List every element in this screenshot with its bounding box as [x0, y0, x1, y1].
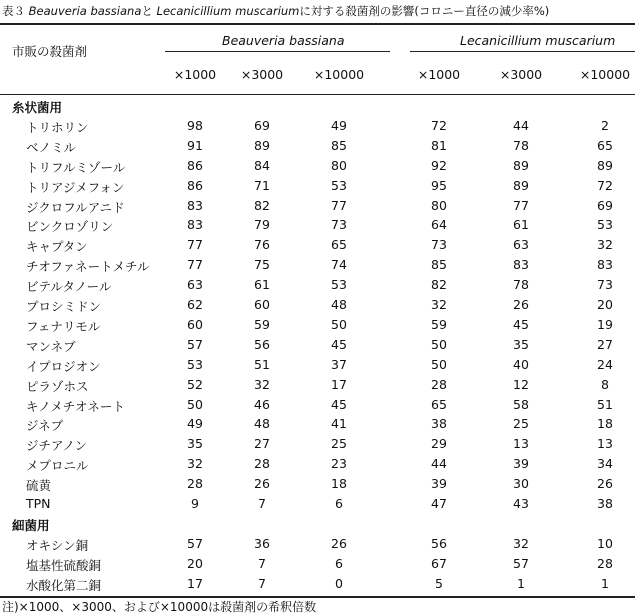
value-cell: 48	[254, 416, 270, 432]
table-row	[0, 355, 635, 375]
fungicide-name: トリアジメフォン	[26, 179, 125, 195]
value-cell: 65	[597, 137, 613, 153]
value-cell: 46	[254, 396, 270, 412]
value-cell: 53	[187, 356, 203, 372]
value-cell: 57	[187, 336, 203, 352]
value-cell: 53	[331, 177, 347, 193]
fungicide-name: キノメチオネート	[26, 398, 125, 414]
value-cell: 30	[513, 476, 529, 492]
value-cell: 27	[254, 436, 270, 452]
value-cell: 50	[187, 396, 203, 412]
value-cell: 58	[513, 396, 529, 412]
fungicide-name: ジチアノン	[26, 438, 88, 454]
stub-header: 市販の殺菌剤	[12, 44, 88, 59]
dilution-header-4: ×1000	[417, 67, 461, 82]
value-cell: 83	[187, 217, 203, 233]
value-cell: 39	[431, 476, 447, 492]
value-cell: 60	[187, 316, 203, 332]
value-cell: 91	[187, 137, 203, 153]
value-cell: 18	[597, 416, 613, 432]
table-row	[0, 534, 635, 554]
section-header: 細菌用	[12, 517, 50, 533]
value-cell: 63	[187, 277, 203, 293]
table-row	[0, 454, 635, 474]
value-cell: 8	[601, 376, 609, 392]
table-row	[0, 395, 635, 415]
value-cell: 17	[331, 376, 347, 392]
table-row	[0, 574, 635, 594]
table-row	[0, 335, 635, 355]
value-cell: 1	[517, 575, 525, 591]
dilution-header-6: ×10000	[579, 67, 631, 82]
table-row	[0, 474, 635, 494]
group-header-lecanicillium: Lecanicillium muscarium	[460, 33, 616, 48]
value-cell: 76	[254, 237, 270, 253]
value-cell: 5	[435, 575, 443, 591]
value-cell: 72	[597, 177, 613, 193]
value-cell: 20	[597, 297, 613, 312]
value-cell: 77	[187, 257, 203, 273]
value-cell: 80	[431, 197, 447, 213]
value-cell: 51	[254, 356, 270, 372]
fungicide-name: トリフルミゾール	[26, 159, 126, 175]
dilution-header-2: ×3000	[240, 67, 284, 82]
value-cell: 61	[513, 217, 529, 233]
value-cell: 40	[513, 356, 529, 372]
table-row	[0, 554, 635, 574]
value-cell: 9	[191, 496, 199, 511]
value-cell: 83	[187, 197, 203, 213]
value-cell: 6	[335, 555, 343, 571]
value-cell: 2	[601, 117, 609, 133]
value-cell: 35	[513, 336, 529, 352]
fungicide-name: チオファネートメチル	[26, 259, 150, 275]
value-cell: 59	[431, 316, 447, 332]
value-cell: 28	[431, 376, 447, 392]
value-cell: 7	[258, 555, 266, 571]
value-cell: 82	[254, 197, 270, 213]
value-cell: 38	[597, 496, 613, 511]
value-cell: 79	[254, 217, 270, 233]
group-header-beauveria: Beauveria bassiana	[222, 33, 345, 48]
value-cell: 83	[597, 257, 613, 273]
table-caption	[2, 3, 549, 19]
value-cell: 26	[597, 476, 613, 492]
value-cell: 89	[513, 177, 529, 193]
value-cell: 36	[254, 535, 270, 551]
value-cell: 7	[258, 496, 266, 511]
value-cell: 19	[597, 316, 613, 332]
value-cell: 61	[254, 277, 270, 293]
value-cell: 74	[331, 257, 347, 273]
fungicide-name: ビテルタノール	[26, 279, 112, 295]
table-row	[0, 414, 635, 434]
value-cell: 71	[254, 177, 270, 193]
fungicide-name: ベノミル	[26, 139, 77, 155]
value-cell: 26	[331, 535, 347, 551]
fungicide-name: キャプタン	[26, 239, 88, 255]
value-cell: 65	[331, 237, 347, 253]
value-cell: 43	[513, 496, 529, 511]
header-rule	[0, 94, 635, 95]
value-cell: 32	[513, 535, 529, 551]
value-cell: 32	[597, 237, 613, 253]
value-cell: 89	[597, 157, 613, 173]
caption-species-b: Lecanicillium muscarium	[156, 4, 300, 18]
value-cell: 6	[335, 496, 343, 511]
fungicide-name: トリホリン	[26, 119, 89, 135]
value-cell: 48	[331, 297, 347, 312]
value-cell: 86	[187, 177, 203, 193]
value-cell: 1	[601, 575, 609, 591]
value-cell: 39	[513, 456, 529, 472]
fungicide-name: 塩基性硫酸銅	[26, 557, 102, 573]
fungicide-name: メプロニル	[26, 458, 89, 474]
value-cell: 57	[187, 535, 203, 551]
value-cell: 49	[187, 416, 203, 432]
value-cell: 98	[187, 117, 203, 133]
value-cell: 17	[187, 575, 203, 591]
dilution-header-1: ×1000	[173, 67, 217, 82]
fungicide-name: オキシン銅	[26, 537, 89, 553]
table-row	[0, 176, 635, 196]
value-cell: 50	[331, 316, 347, 332]
table-row	[0, 295, 635, 315]
value-cell: 26	[513, 297, 529, 312]
caption-prefix: 表３	[2, 4, 25, 18]
value-cell: 92	[431, 157, 447, 173]
value-cell: 78	[513, 277, 529, 293]
value-cell: 56	[254, 336, 270, 352]
value-cell: 81	[431, 137, 447, 153]
value-cell: 73	[597, 277, 613, 293]
table-row	[0, 255, 635, 275]
value-cell: 83	[513, 257, 529, 273]
table-row	[0, 215, 635, 235]
table-row	[0, 315, 635, 335]
value-cell: 73	[431, 237, 447, 253]
value-cell: 26	[254, 476, 270, 492]
value-cell: 44	[513, 117, 529, 133]
value-cell: 78	[513, 137, 529, 153]
value-cell: 80	[331, 157, 347, 173]
value-cell: 53	[597, 217, 613, 233]
value-cell: 85	[331, 137, 347, 153]
caption-species-a: Beauveria bassiana	[28, 4, 142, 18]
value-cell: 18	[331, 476, 347, 492]
value-cell: 13	[597, 436, 613, 452]
value-cell: 27	[597, 336, 613, 352]
value-cell: 50	[431, 356, 447, 372]
value-cell: 25	[513, 416, 529, 432]
fungicide-name: ジクロフルアニド	[26, 199, 125, 215]
value-cell: 0	[335, 575, 343, 591]
value-cell: 44	[431, 456, 447, 472]
value-cell: 85	[431, 257, 447, 273]
value-cell: 29	[431, 436, 447, 452]
value-cell: 38	[431, 416, 447, 432]
group-rule-lecanicillium	[410, 51, 635, 52]
table-row	[0, 275, 635, 295]
value-cell: 49	[331, 117, 347, 133]
value-cell: 28	[597, 555, 613, 571]
fungicide-name: ジネブ	[26, 418, 64, 434]
table-row	[0, 434, 635, 454]
value-cell: 12	[513, 376, 529, 392]
caption-connector: と	[141, 4, 153, 18]
value-cell: 84	[254, 157, 270, 173]
value-cell: 32	[431, 297, 447, 312]
dilution-header-5: ×3000	[499, 67, 543, 82]
value-cell: 60	[254, 297, 270, 312]
value-cell: 20	[187, 555, 203, 571]
fungicide-name: 硫黄	[26, 478, 52, 494]
value-cell: 69	[597, 197, 613, 213]
value-cell: 82	[431, 277, 447, 293]
fungicide-name: フェナリモル	[26, 318, 101, 334]
value-cell: 28	[187, 476, 203, 492]
table-row	[0, 116, 635, 136]
fungicide-name: マンネブ	[26, 338, 76, 354]
table-row	[0, 136, 635, 156]
table-row	[0, 196, 635, 216]
top-rule	[0, 23, 635, 25]
value-cell: 67	[431, 555, 447, 571]
value-cell: 73	[331, 217, 347, 233]
value-cell: 77	[187, 237, 203, 253]
value-cell: 34	[597, 456, 613, 472]
value-cell: 25	[331, 436, 347, 452]
value-cell: 64	[431, 217, 447, 233]
value-cell: 41	[331, 416, 347, 432]
value-cell: 75	[254, 257, 270, 273]
fungicide-name: ピラゾホス	[26, 378, 89, 394]
value-cell: 77	[331, 197, 347, 213]
fungicide-name: イプロジオン	[26, 358, 101, 374]
value-cell: 59	[254, 316, 270, 332]
table-row	[0, 235, 635, 255]
value-cell: 35	[187, 436, 203, 452]
value-cell: 86	[187, 157, 203, 173]
value-cell: 62	[187, 297, 203, 312]
value-cell: 32	[254, 376, 270, 392]
value-cell: 23	[331, 456, 347, 472]
value-cell: 89	[513, 157, 529, 173]
value-cell: 95	[431, 177, 447, 193]
value-cell: 37	[331, 356, 347, 372]
value-cell: 13	[513, 436, 529, 452]
table-row	[0, 494, 635, 514]
value-cell: 53	[331, 277, 347, 293]
fungicide-name: プロシミドン	[26, 299, 102, 314]
fungicide-name: 水酸化第二銅	[26, 577, 102, 593]
fungicide-name: ビンクロゾリン	[26, 219, 114, 235]
value-cell: 10	[597, 535, 613, 551]
value-cell: 32	[187, 456, 203, 472]
value-cell: 45	[331, 336, 347, 352]
value-cell: 69	[254, 117, 270, 133]
value-cell: 51	[597, 396, 613, 412]
footnote: 注)×1000、×3000、および×10000は殺菌剤の希釈倍数	[2, 600, 317, 614]
group-rule-beauveria	[165, 51, 390, 52]
value-cell: 28	[254, 456, 270, 472]
value-cell: 45	[513, 316, 529, 332]
value-cell: 47	[431, 496, 447, 511]
value-cell: 72	[431, 117, 447, 133]
value-cell: 50	[431, 336, 447, 352]
value-cell: 52	[187, 376, 203, 392]
section-header: 糸状菌用	[12, 100, 63, 115]
value-cell: 45	[331, 396, 347, 412]
value-cell: 65	[431, 396, 447, 412]
value-cell: 7	[258, 575, 266, 591]
value-cell: 63	[513, 237, 529, 253]
value-cell: 77	[513, 197, 529, 213]
table-row	[0, 375, 635, 395]
value-cell: 89	[254, 137, 270, 153]
value-cell: 57	[513, 555, 529, 571]
fungicide-name: TPN	[26, 496, 51, 511]
caption-suffix: に対する殺菌剤の影響(コロニー直径の減少率%)	[299, 4, 550, 18]
table-row	[0, 156, 635, 176]
dilution-header-3: ×10000	[313, 67, 365, 82]
value-cell: 24	[597, 356, 613, 372]
value-cell: 56	[431, 535, 447, 551]
